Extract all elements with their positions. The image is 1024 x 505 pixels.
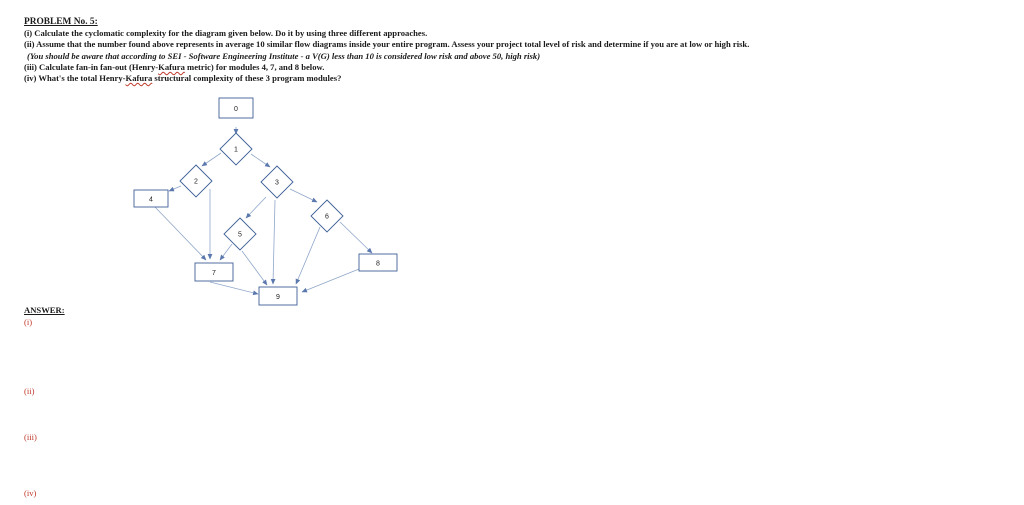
answer-part-iv: (iv) (24, 488, 37, 498)
edge-1-2 (202, 153, 221, 166)
node-1 (220, 133, 252, 165)
edge-3-6 (290, 189, 317, 202)
node-0-label: 0 (234, 106, 238, 113)
edge-7-9 (210, 282, 258, 294)
node-7 (195, 263, 233, 281)
node-5 (224, 218, 256, 250)
problem-title: PROBLEM No. 5: (24, 17, 98, 27)
edge-4-7 (155, 207, 206, 260)
node-3 (261, 166, 293, 198)
edge-2-4 (169, 186, 181, 191)
node-6 (311, 200, 343, 232)
node-2 (180, 165, 212, 197)
answer-part-i: (i) (24, 317, 33, 327)
node-9-label: 9 (276, 294, 280, 301)
node-0 (219, 98, 253, 118)
node-4-label: 4 (149, 196, 153, 204)
node-8-label: 8 (376, 260, 380, 268)
sei-note: (You should be aware that according to SEI - Software Engineering Institute - a V(G) less than 10 is considered low risk and above 50, high risk) (27, 50, 541, 61)
node-2-label: 2 (194, 178, 198, 186)
edge-5-7 (220, 244, 232, 260)
node-8 (359, 254, 397, 271)
edge-8-9 (302, 269, 359, 292)
edge-3-5 (246, 197, 266, 218)
edge-3-9 (273, 200, 275, 284)
node-3-label: 3 (275, 179, 279, 187)
answer-part-ii: (ii) (24, 386, 35, 396)
kafura-word: Kafura (125, 73, 153, 84)
question-2: (ii) Assume that the number found above represents in average 10 similar flow diagrams inside your entire program. Assess your project total level of risk and determine if you are at low or high risk. (24, 39, 750, 50)
question-3-tail: metric) for modules 4, 7, and 8 below. (184, 61, 325, 72)
answer-part-iii: (iii) (24, 432, 37, 442)
question-1: (i) Calculate the cyclomatic complexity for the diagram given below. Do it by using three different approaches. (24, 28, 428, 39)
edge-6-8 (340, 222, 372, 253)
question-3-text: (iii) Calculate fan-in fan-out (Henry- (24, 61, 159, 72)
node-4 (134, 190, 168, 207)
question-4-text: (iv) What's the total Henry- (24, 73, 126, 84)
node-1-label: 1 (234, 146, 238, 154)
edge-5-9 (242, 251, 267, 285)
node-6-label: 6 (325, 213, 329, 221)
node-5-label: 5 (238, 231, 242, 239)
kafura-word: Kafura (158, 61, 185, 72)
edge-6-9 (296, 227, 320, 284)
answer-heading: ANSWER: (24, 305, 65, 315)
question-4-tail: structural complexity of these 3 program modules? (152, 73, 342, 84)
node-9 (259, 287, 297, 305)
node-7-label: 7 (212, 270, 216, 277)
edge-1-3 (251, 154, 270, 167)
diagram-edges (155, 127, 372, 294)
